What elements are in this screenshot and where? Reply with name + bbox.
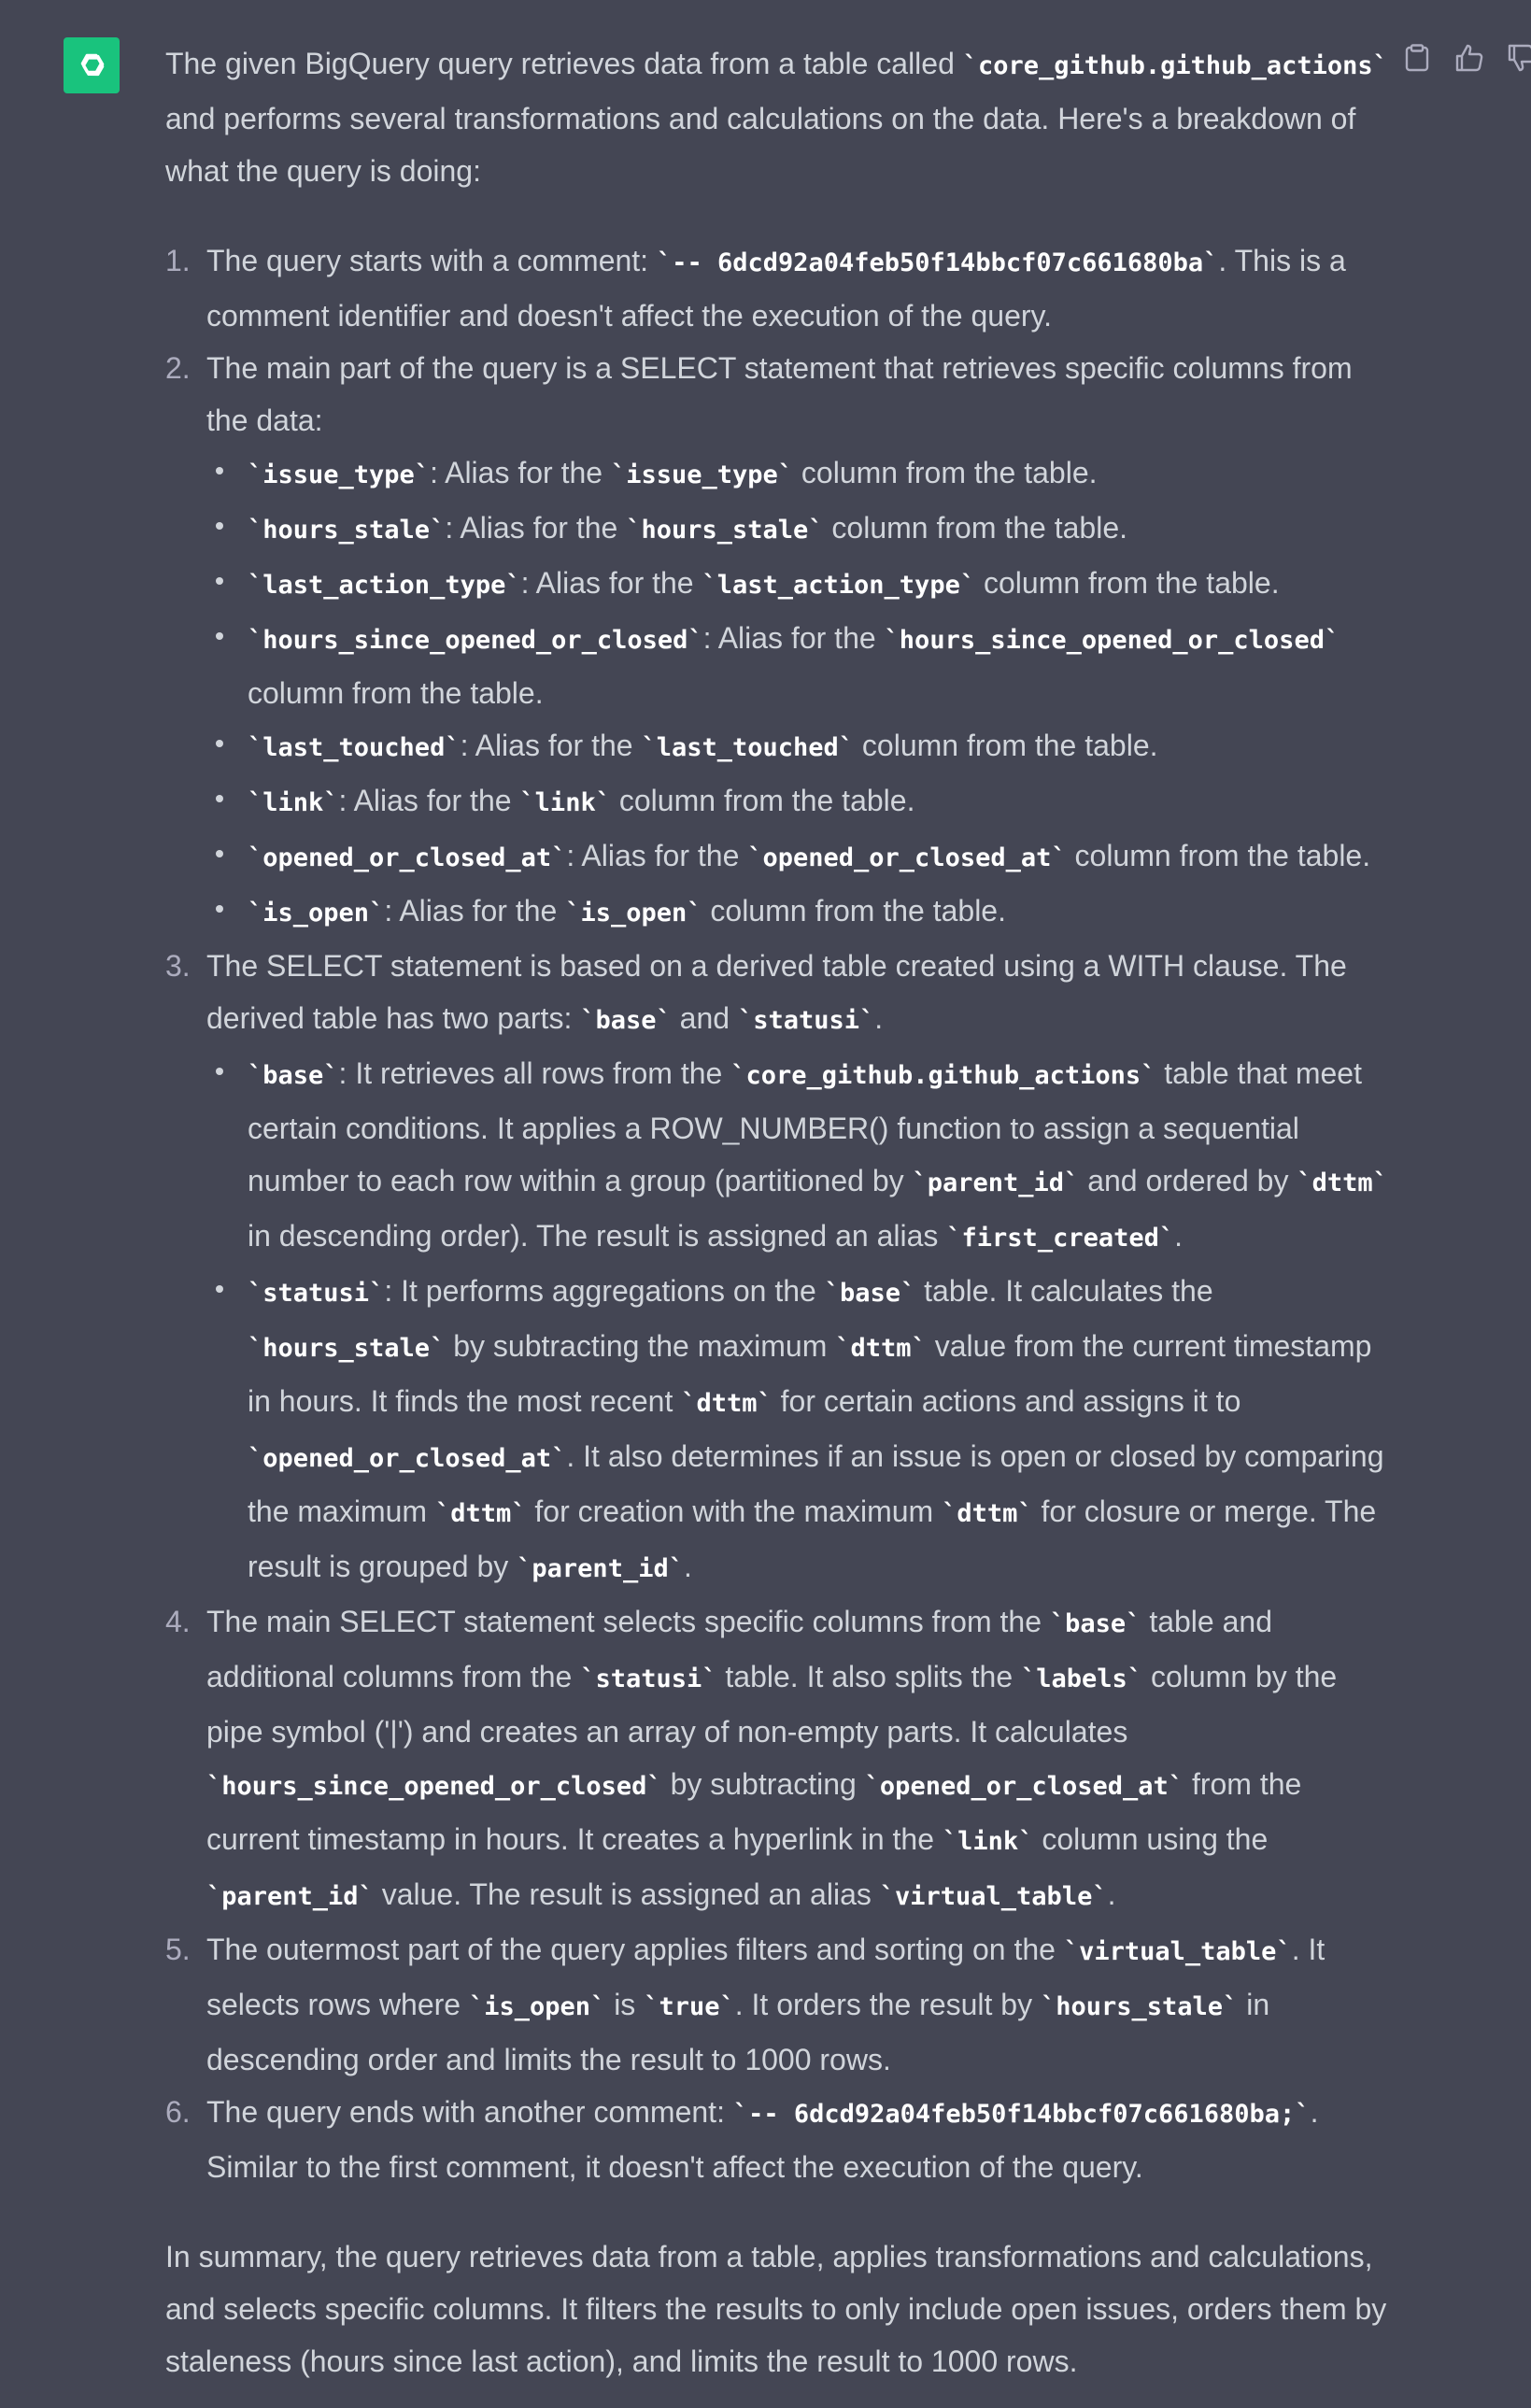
step-item — [165, 940, 1398, 1595]
step-text — [206, 244, 1346, 333]
inline-code: `dttm` — [434, 1499, 527, 1528]
inline-code: `base` — [580, 1006, 672, 1035]
text-segment: : Alias for the — [445, 511, 627, 545]
step-text — [206, 351, 1353, 437]
bullet-icon — [216, 740, 223, 747]
text-segment: is — [605, 1988, 645, 2021]
text-segment: for certain actions and assigns it to — [772, 1384, 1241, 1418]
text-segment: column from the table. — [975, 566, 1280, 600]
sub-item — [206, 1265, 1398, 1595]
inline-code: `core_github.github_actions` — [730, 1061, 1156, 1090]
text-segment: The SELECT statement is based on a derived table created using a WITH clause. The derived table has two parts: — [206, 949, 1347, 1035]
inline-code: `parent_id` — [912, 1169, 1080, 1197]
inline-code: `last_action_type` — [248, 571, 521, 600]
inline-code: `parent_id` — [206, 1882, 374, 1911]
text-segment: In summary, the query retrieves data from a table, applies transformations and calculations, and selects specific columns. It filters the results to only include open issues, orders them by staleness (hours since last action), and limits the result to 1000 rows. — [165, 2240, 1387, 2378]
bullet-icon — [216, 632, 223, 640]
bullet-icon — [216, 1068, 223, 1075]
inline-code: `hours_since_opened_or_closed` — [884, 626, 1340, 655]
sub-item — [206, 829, 1398, 885]
text-segment: The query ends with another comment: — [206, 2095, 733, 2129]
message-actions — [1401, 41, 1531, 75]
step-item — [165, 2086, 1398, 2193]
text-segment: table that meet certain conditions. It applies a ROW_NUMBER() function to assign a sequential number to each row within a group (partitioned by — [248, 1056, 1362, 1197]
sub-item-text — [248, 784, 914, 817]
bullet-icon — [216, 577, 223, 585]
inline-code: `last_touched` — [248, 733, 461, 762]
step-text — [206, 949, 1347, 1035]
inline-code: `statusi` — [737, 1006, 875, 1035]
text-segment: . — [1107, 1877, 1116, 1911]
step-text — [206, 1933, 1325, 2076]
inline-code: `issue_type` — [610, 460, 794, 489]
inline-code: `opened_or_closed_at` — [248, 843, 567, 872]
text-segment: column from the table. — [610, 784, 915, 817]
inline-code: `opened_or_closed_at` — [747, 843, 1067, 872]
sub-item-text — [248, 566, 1280, 600]
text-segment: table. It calculates the — [915, 1274, 1213, 1308]
sub-item-text — [248, 621, 1340, 710]
inline-code: `link` — [248, 788, 339, 817]
text-segment: : Alias for the — [338, 784, 520, 817]
step-number: 5. — [165, 1933, 191, 1966]
text-segment: : Alias for the — [460, 729, 642, 762]
copy-button[interactable] — [1401, 41, 1433, 75]
text-segment: from the current timestamp in hours. It creates a hyperlink in the — [206, 1767, 1302, 1856]
inline-code: `statusi` — [580, 1664, 717, 1693]
text-segment: column from the table. — [702, 894, 1006, 928]
text-segment: column from the table. — [793, 456, 1098, 489]
inline-code: `last_touched` — [641, 733, 855, 762]
sub-item — [206, 557, 1398, 612]
text-segment: . This is a comment identifier and doesn't affect the execution of the query. — [206, 244, 1346, 333]
step-item — [165, 342, 1398, 940]
inline-code: `hours_since_opened_or_closed` — [206, 1772, 662, 1801]
text-segment: . — [683, 1550, 692, 1583]
text-segment: : Alias for the — [520, 566, 702, 600]
text-segment: : It retrieves all rows from the — [338, 1056, 731, 1090]
assistant-message — [165, 37, 1398, 2387]
text-segment: for closure or merge. The result is grouped by — [248, 1494, 1377, 1583]
inline-code: `is_open` — [248, 899, 385, 928]
inline-code: `dttm` — [1297, 1169, 1388, 1197]
inline-code: `dttm` — [835, 1334, 927, 1363]
bullet-icon — [216, 467, 223, 475]
text-segment: table and additional columns from the — [206, 1605, 1272, 1693]
text-segment: . It orders the result by — [734, 1988, 1041, 2021]
inline-code: `-- 6dcd92a04feb50f14bbcf07c661680ba` — [656, 248, 1219, 277]
text-segment: and — [671, 1001, 738, 1035]
sub-item-text — [248, 456, 1098, 489]
sub-item-text — [248, 1274, 1383, 1583]
step-item — [165, 1595, 1398, 1923]
message-summary — [165, 2231, 1398, 2387]
bullet-icon — [216, 850, 223, 857]
inline-code: `-- 6dcd92a04feb50f14bbcf07c661680ba;` — [732, 2100, 1311, 2129]
text-segment: by subtracting — [661, 1767, 865, 1801]
inline-code: `is_open` — [565, 899, 702, 928]
text-segment: in descending order). The result is assigned an alias — [248, 1219, 947, 1253]
text-segment: The given BigQuery query retrieves data from a table called — [165, 47, 963, 80]
text-segment: value. The result is assigned an alias — [373, 1877, 880, 1911]
inline-code: `issue_type` — [248, 460, 431, 489]
step-item — [165, 234, 1398, 342]
inline-code: `hours_stale` — [248, 1334, 446, 1363]
text-segment: : Alias for the — [566, 839, 748, 872]
inline-code: `base` — [824, 1279, 916, 1308]
text-segment: in descending order and limits the result to 1000 rows. — [206, 1988, 1270, 2076]
inline-code: `base` — [248, 1061, 339, 1090]
step-number: 6. — [165, 2095, 191, 2129]
inline-code: `base` — [1049, 1609, 1141, 1638]
inline-code: `dttm` — [942, 1499, 1033, 1528]
text-segment: column from the table. — [854, 729, 1158, 762]
steps-list — [165, 234, 1398, 2193]
text-segment: column from the table. — [1066, 839, 1371, 872]
sub-item-text — [248, 894, 1006, 928]
inline-code: `last_action_type` — [702, 571, 976, 600]
inline-code: `link` — [942, 1827, 1034, 1856]
step-number: 3. — [165, 949, 191, 983]
bullet-icon — [216, 522, 223, 530]
clipboard-icon — [1405, 44, 1429, 72]
text-segment: . It also determines if an issue is open or closed by comparing the maximum — [248, 1439, 1384, 1528]
text-segment: and performs several transformations and calculations on the data. Here's a breakdown of what the query is doing: — [165, 102, 1356, 188]
step-text — [206, 2095, 1318, 2184]
sub-item — [206, 1047, 1398, 1265]
openai-logo-icon — [73, 47, 110, 84]
sub-item — [206, 502, 1398, 557]
sub-item — [206, 774, 1398, 829]
thumbs-down-icon — [1507, 43, 1531, 73]
sub-item-text — [248, 729, 1158, 762]
text-segment: : Alias for the — [430, 456, 611, 489]
text-segment: : Alias for the — [384, 894, 566, 928]
text-segment: : Alias for the — [702, 621, 885, 655]
text-segment: . — [1174, 1219, 1184, 1253]
thumbs-up-button[interactable] — [1453, 41, 1485, 75]
sub-item — [206, 885, 1398, 940]
text-segment: value from the current timestamp in hours. It finds the most recent — [248, 1329, 1372, 1418]
inline-code: `labels` — [1021, 1664, 1143, 1693]
text-segment: . — [874, 1001, 884, 1035]
inline-code: `dttm` — [681, 1389, 773, 1418]
text-segment: column using the — [1033, 1822, 1269, 1856]
inline-code: `hours_stale` — [1040, 1992, 1239, 2021]
sub-item — [206, 446, 1398, 502]
inline-code: `statusi` — [248, 1279, 385, 1308]
sub-item-text — [248, 839, 1370, 872]
sub-item-text — [248, 511, 1127, 545]
text-segment: column from the table. — [823, 511, 1128, 545]
inline-code: `virtual_table` — [1063, 1937, 1292, 1966]
text-segment: The outermost part of the query applies filters and sorting on the — [206, 1933, 1064, 1966]
sub-item-text — [248, 1056, 1388, 1253]
step-number: 2. — [165, 351, 191, 385]
thumbs-down-button[interactable] — [1506, 41, 1531, 75]
text-segment: by subtracting the maximum — [445, 1329, 836, 1363]
assistant-avatar — [64, 37, 120, 93]
step-number: 4. — [165, 1605, 191, 1638]
text-segment: for creation with the maximum — [526, 1494, 943, 1528]
text-segment: table. It also splits the — [716, 1660, 1022, 1693]
text-segment: The main SELECT statement selects specific columns from the — [206, 1605, 1050, 1638]
bullet-icon — [216, 795, 223, 802]
inline-code: `hours_stale` — [248, 516, 446, 545]
inline-code: `parent_id` — [517, 1554, 684, 1583]
text-segment: . Similar to the first comment, it doesn't affect the execution of the query. — [206, 2095, 1319, 2184]
text-segment: : It performs aggregations on the — [384, 1274, 825, 1308]
inline-code: `first_created` — [946, 1224, 1175, 1253]
inline-code: `core_github.github_actions` — [962, 51, 1388, 80]
text-segment: and ordered by — [1079, 1164, 1297, 1197]
text-segment: The query starts with a comment: — [206, 244, 657, 277]
inline-code: `hours_stale` — [626, 516, 824, 545]
step-text — [206, 1605, 1337, 1911]
inline-code: `opened_or_closed_at` — [248, 1444, 567, 1473]
step-item — [165, 1923, 1398, 2086]
bullet-icon — [216, 905, 223, 913]
inline-code: `opened_or_closed_at` — [864, 1772, 1184, 1801]
bullet-icon — [216, 1285, 223, 1293]
inline-code: `link` — [519, 788, 611, 817]
inline-code: `virtual_table` — [879, 1882, 1108, 1911]
sub-item — [206, 612, 1398, 719]
message-intro — [165, 37, 1398, 197]
text-segment: . It selects rows where — [206, 1933, 1325, 2021]
text-segment: The main part of the query is a SELECT statement that retrieves specific columns from the data: — [206, 351, 1353, 437]
sub-item — [206, 719, 1398, 774]
step-number: 1. — [165, 244, 191, 277]
text-segment: column from the table. — [248, 676, 544, 710]
inline-code: `true` — [644, 1992, 735, 2021]
sub-list — [206, 1047, 1398, 1595]
inline-code: `is_open` — [468, 1992, 606, 2021]
inline-code: `hours_since_opened_or_closed` — [248, 626, 703, 655]
sub-list — [206, 446, 1398, 940]
text-segment: column by the pipe symbol ('|') and creates an array of non-empty parts. It calculates — [206, 1660, 1338, 1749]
thumbs-up-icon — [1454, 43, 1484, 73]
